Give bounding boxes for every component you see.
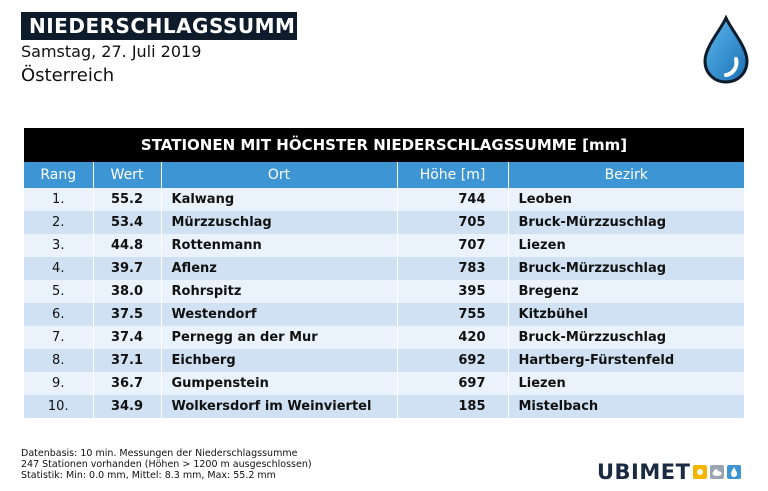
rang-cell: 7. bbox=[24, 326, 93, 349]
ort-cell: Rottenmann bbox=[161, 234, 397, 257]
bezirk-cell: Bruck-Mürzzuschlag bbox=[508, 326, 744, 349]
ort-cell: Westendorf bbox=[161, 303, 397, 326]
table-row bbox=[24, 349, 744, 372]
wert-cell: 37.5 bbox=[93, 303, 161, 326]
ort-cell: Rohrspitz bbox=[161, 280, 397, 303]
rang-cell: 4. bbox=[24, 257, 93, 280]
raindrop-icon bbox=[700, 15, 752, 85]
hoehe-cell: 707 bbox=[397, 234, 508, 257]
col-rang: Rang bbox=[24, 162, 93, 188]
hoehe-cell: 783 bbox=[397, 257, 508, 280]
wert-cell: 44.8 bbox=[93, 234, 161, 257]
wert-cell: 53.4 bbox=[93, 211, 161, 234]
rang-cell: 10. bbox=[24, 395, 93, 418]
table-row bbox=[24, 395, 744, 418]
region-label: Österreich bbox=[21, 65, 115, 86]
bezirk-cell: Leoben bbox=[508, 188, 744, 211]
table-row bbox=[24, 257, 744, 280]
rang-cell: 1. bbox=[24, 188, 93, 211]
col-bezirk: Bezirk bbox=[508, 162, 744, 188]
hoehe-cell: 755 bbox=[397, 303, 508, 326]
bezirk-cell: Kitzbühel bbox=[508, 303, 744, 326]
wert-cell: 37.1 bbox=[93, 349, 161, 372]
ort-cell: Kalwang bbox=[161, 188, 397, 211]
ranking-table bbox=[24, 128, 744, 418]
col-wert: Wert bbox=[93, 162, 161, 188]
ubimet-logo bbox=[597, 461, 741, 483]
bezirk-cell: Bregenz bbox=[508, 280, 744, 303]
rang-cell: 3. bbox=[24, 234, 93, 257]
table-row bbox=[24, 211, 744, 234]
footnote-line: Statistik: Min: 0.0 mm, Mittel: 8.3 mm, Max: 55.2 mm bbox=[21, 470, 276, 481]
wert-cell: 34.9 bbox=[93, 395, 161, 418]
logo-text: UBIMET bbox=[597, 460, 691, 484]
hoehe-cell: 692 bbox=[397, 349, 508, 372]
ort-cell: Pernegg an der Mur bbox=[161, 326, 397, 349]
ort-cell: Wolkersdorf im Weinviertel bbox=[161, 395, 397, 418]
col-hoehe: Höhe [m] bbox=[397, 162, 508, 188]
wert-cell: 36.7 bbox=[93, 372, 161, 395]
footnote bbox=[21, 448, 312, 481]
hoehe-cell: 185 bbox=[397, 395, 508, 418]
col-ort: Ort bbox=[161, 162, 397, 188]
table-row bbox=[24, 372, 744, 395]
ort-cell: Aflenz bbox=[161, 257, 397, 280]
cloud-icon bbox=[710, 465, 724, 479]
table-row bbox=[24, 234, 744, 257]
page-title: NIEDERSCHLAGSSUMME bbox=[21, 12, 297, 40]
raindrop-icon bbox=[727, 465, 741, 479]
ort-cell: Mürzzuschlag bbox=[161, 211, 397, 234]
table-row bbox=[24, 303, 744, 326]
table-row bbox=[24, 188, 744, 211]
footnote-line: Datenbasis: 10 min. Messungen der Niederschlagssumme bbox=[21, 448, 298, 459]
ort-cell: Eichberg bbox=[161, 349, 397, 372]
hoehe-cell: 395 bbox=[397, 280, 508, 303]
rang-cell: 5. bbox=[24, 280, 93, 303]
table-row bbox=[24, 280, 744, 303]
bezirk-cell: Hartberg-Fürstenfeld bbox=[508, 349, 744, 372]
hoehe-cell: 744 bbox=[397, 188, 508, 211]
table-row bbox=[24, 326, 744, 349]
bezirk-cell: Bruck-Mürzzuschlag bbox=[508, 257, 744, 280]
ort-cell: Gumpenstein bbox=[161, 372, 397, 395]
date-label: Samstag, 27. Juli 2019 bbox=[21, 42, 202, 61]
rang-cell: 9. bbox=[24, 372, 93, 395]
sun-icon bbox=[693, 465, 707, 479]
wert-cell: 55.2 bbox=[93, 188, 161, 211]
rang-cell: 2. bbox=[24, 211, 93, 234]
footnote-line: 247 Stationen vorhanden (Höhen > 1200 m ausgeschlossen) bbox=[21, 459, 312, 470]
hoehe-cell: 697 bbox=[397, 372, 508, 395]
table-header-row bbox=[24, 162, 744, 188]
rang-cell: 8. bbox=[24, 349, 93, 372]
bezirk-cell: Liezen bbox=[508, 372, 744, 395]
hoehe-cell: 420 bbox=[397, 326, 508, 349]
wert-cell: 38.0 bbox=[93, 280, 161, 303]
bezirk-cell: Bruck-Mürzzuschlag bbox=[508, 211, 744, 234]
rang-cell: 6. bbox=[24, 303, 93, 326]
bezirk-cell: Liezen bbox=[508, 234, 744, 257]
hoehe-cell: 705 bbox=[397, 211, 508, 234]
bezirk-cell: Mistelbach bbox=[508, 395, 744, 418]
wert-cell: 37.4 bbox=[93, 326, 161, 349]
table-heading: STATIONEN MIT HÖCHSTER NIEDERSCHLAGSSUMME [mm] bbox=[24, 128, 744, 162]
wert-cell: 39.7 bbox=[93, 257, 161, 280]
